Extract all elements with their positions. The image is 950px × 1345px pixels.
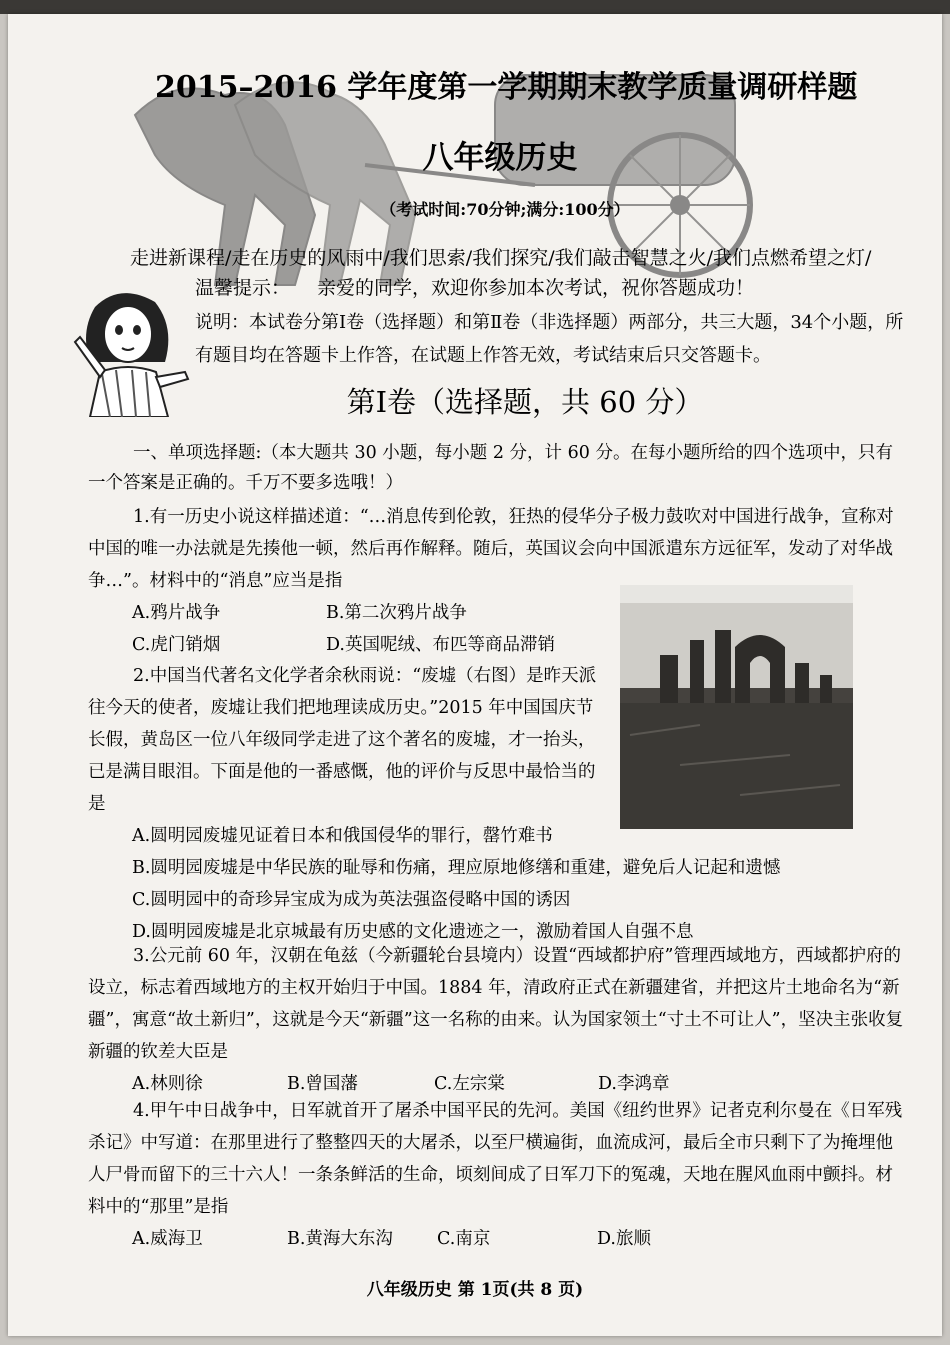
- option-b: B.黄海大东沟: [287, 1229, 393, 1249]
- option-c: C.虎门销烟: [132, 635, 221, 655]
- options-list: [88, 820, 908, 948]
- scan-edge: [0, 0, 950, 14]
- section-instructions: 一、单项选择题:（本大题共 30 小题，每小题 2 分，计 60 分。在每小题所给的四个选项中，只有一个答案是正确的。千万不要多选哦！）: [88, 443, 893, 493]
- option-a: A.圆明园废墟见证着日本和俄国侵华的罪行，罄竹难书: [132, 826, 553, 846]
- question-2: [88, 660, 908, 948]
- option-d: D.旅顺: [597, 1229, 651, 1249]
- options-row: [88, 1223, 908, 1255]
- option-d: D.圆明园废墟是北京城最有历史感的文化遗迹之一，激励着国人自强不息: [132, 922, 694, 942]
- option-b: B.圆明园废墟是中华民族的耻辱和伤痛，理应原地修缮和重建，避免后人记起和遗憾: [132, 858, 781, 878]
- option-b: B.曾国藩: [287, 1074, 358, 1094]
- part-one-title: 第Ⅰ卷（选择题，共 60 分）: [346, 385, 704, 419]
- question-stem: 4.甲午中日战争中，日军就首开了屠杀中国平民的先河。美国《纽约世界》记者克利尔曼在《日军残杀记》中写道：在那里进行了整整四天的大屠杀，以至尸横遍街，血流成河，最后全市只剩下了为掩埋他人尸骨而留下的三十六人！一条条鲜活的生命，顷刻间成了日军刀下的冤魂，天地在腥风血雨中颤抖。材料中的“那里”是指: [88, 1101, 903, 1217]
- option-a: A.威海卫: [132, 1229, 203, 1249]
- warm-tip-label: 温馨提示：: [195, 277, 291, 299]
- exam-subtitle: 八年级历史: [422, 140, 578, 176]
- option-d: D.英国呢绒、布匹等商品滞销: [326, 635, 555, 655]
- cartoon-girl-illustration: [60, 282, 195, 417]
- warm-tip-text: 亲爱的同学，欢迎你参加本次考试，祝你答题成功！: [317, 277, 755, 299]
- option-b: B.第二次鸦片战争: [326, 603, 467, 623]
- option-c: C.南京: [437, 1229, 491, 1249]
- question-stem: 3.公元前 60 年，汉朝在龟兹（今新疆轮台县境内）设置“西域都护府”管理西域地方，西域都护府的设立，标志着西域地方的主权开始归于中国。1884 年，清政府正式在新疆建省，并把这片土地命名为“新疆”，寓意“故土新归”，这就是今天“新疆”这一名称的由来。认为国家领土“寸土不可让人”，坚决主张收复新疆的钦差大臣是: [88, 946, 904, 1062]
- page-footer: 八年级历史 第 1页(共 8 页): [366, 1280, 584, 1300]
- question-3: [88, 940, 908, 1100]
- option-a: A.鸦片战争: [132, 603, 221, 623]
- exam-title: 2015–2016 学年度第一学期期末教学质量调研样题: [155, 70, 858, 105]
- option-c: C.圆明园中的奇珍异宝成为成为英法强盗侵略中国的诱因: [132, 890, 571, 910]
- option-c: C.左宗棠: [434, 1074, 505, 1094]
- exam-time-info: （考试时间:70分钟;满分:100分）: [380, 200, 630, 219]
- question-stem: 2.中国当代著名文化学者余秋雨说：“废墟（右图）是昨天派往今天的使者，废墟让我们把地理读成历史。”2015 年中国国庆节长假，黄岛区一位八年级同学走进了这个著名的废墟，才一抬头，已是满目眼泪。下面是他的一番感慨，他的评价与反思中最恰当的是: [88, 666, 597, 814]
- motto-line: 走进新课程/走在历史的风雨中/我们思索/我们探究/我们敲击智慧之火/我们点燃希望之灯/: [130, 247, 872, 269]
- option-d: D.李鸿章: [598, 1074, 670, 1094]
- question-4: [88, 1095, 908, 1255]
- exam-description: 说明：本试卷分第Ⅰ卷（选择题）和第Ⅱ卷（非选择题）两部分，共三大题，34个小题，所有题目均在答题卡上作答，在试题上作答无效，考试结束后只交答题卡。: [195, 312, 904, 366]
- warm-tip: [195, 273, 895, 300]
- question-stem: 1.有一历史小说这样描述道：“…消息传到伦敦，狂热的侵华分子极力鼓吹对中国进行战争，宣称对中国的唯一办法就是先揍他一顿，然后再作解释。随后，英国议会向中国派遣东方远征军，发动了对华战争…”。材料中的“消息”应当是指: [88, 507, 894, 591]
- option-a: A.林则徐: [132, 1074, 203, 1094]
